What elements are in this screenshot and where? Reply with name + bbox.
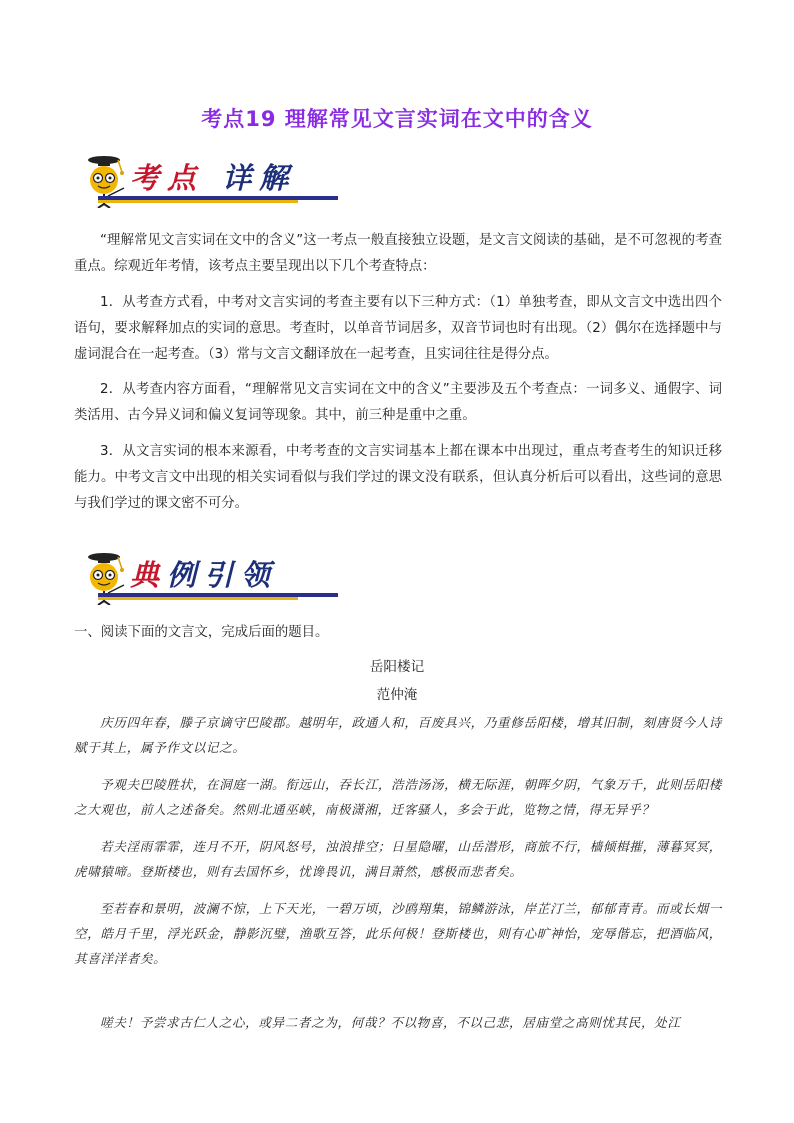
section-underline [98,196,338,200]
section-underline [98,593,338,597]
section-title-part2: 详解 [222,161,297,195]
passage-paragraph-3: 若夫淫雨霏霏，连月不开，阴风怒号，浊浪排空；日星隐曜，山岳潜形，商旅不行，樯倾楫摧，薄暮冥冥，虎啸猿啼。登斯楼也，则有去国怀乡，忧谗畏讥，满目萧然，感极而悲者矣。 [74,839,722,879]
section-header-dianli [78,545,338,609]
section-header-kaodian [78,148,338,212]
section-title-part1: 考点 [130,161,205,195]
section-title [130,553,278,594]
intro-paragraph-3: 2．从考查内容方面看，“理解常见文言实词在文中的含义”主要涉及五个考查点：一词多义、通假字、词类活用、古今异义词和偏义复词等现象。其中，前三种是重中之重。 [74,382,722,423]
page-title: 考点19 理解常见文言实词在文中的含义 [201,107,593,131]
question-intro: 一、阅读下面的文言文，完成后面的题目。 [74,625,329,640]
section-title-part1: 典 [130,558,168,592]
passage-author: 范仲淹 [376,687,418,703]
passage-title: 岳阳楼记 [369,659,425,675]
passage-paragraph-5: 嗟夫！予尝求古仁人之心，或异二者之为，何哉？不以物喜，不以己悲，居庙堂之高则忧其民，处江 [100,1015,681,1030]
intro-paragraph-4: 3．从文言实词的根本来源看，中考考查的文言实词基本上都在课本中出现过，重点考查考生的知识迁移能力。中考文言文中出现的相关实词看似与我们学过的课文没有联系，但认真分析后可以看出，这些词的意思与我们学过的课文密不可分。 [74,444,722,511]
intro-paragraph-1: “理解常见文言实词在文中的含义”这一考点一般直接独立设题，是文言文阅读的基础，是不可忽视的考查重点。综观近年考情，该考点主要呈现出以下几个考查特点： [74,233,722,274]
passage-paragraph-4: 至若春和景明，波澜不惊，上下天光，一碧万顷，沙鸥翔集，锦鳞游泳，岸芷汀兰，郁郁青青。而或长烟一空，皓月千里，浮光跃金，静影沉璧，渔歌互答，此乐何极！登斯楼也，则有心旷神怡，宠辱偕忘，把酒临风，其喜洋洋者矣。 [74,901,722,966]
section-title-part2: 例引领 [167,558,279,592]
passage-paragraph-2: 予观夫巴陵胜状，在洞庭一湖。衔远山，吞长江，浩浩汤汤，横无际涯，朝晖夕阴，气象万千，此则岳阳楼之大观也，前人之述备矣。然则北通巫峡，南极潇湘，迁客骚人，多会于此，览物之情，得无异乎？ [74,777,722,817]
passage-paragraph-1: 庆历四年春，滕子京谪守巴陵郡。越明年，政通人和，百废具兴，乃重修岳阳楼，增其旧制，刻唐贤今人诗赋于其上，属予作文以记之。 [74,715,722,755]
intro-paragraph-2: 1．从考查方式看，中考对文言实词的考查主要有以下三种方式：（1）单独考查，即从文言文中选出四个语句，要求解释加点的实词的意思。考查时，以单音节词居多，双音节词也时有出现。（2）偶尔在选择题中与虚词混合在一起考查。（3）常与文言文翻译放在一起考查，且实词往往是得分点。 [74,295,722,362]
section-title [130,156,296,197]
